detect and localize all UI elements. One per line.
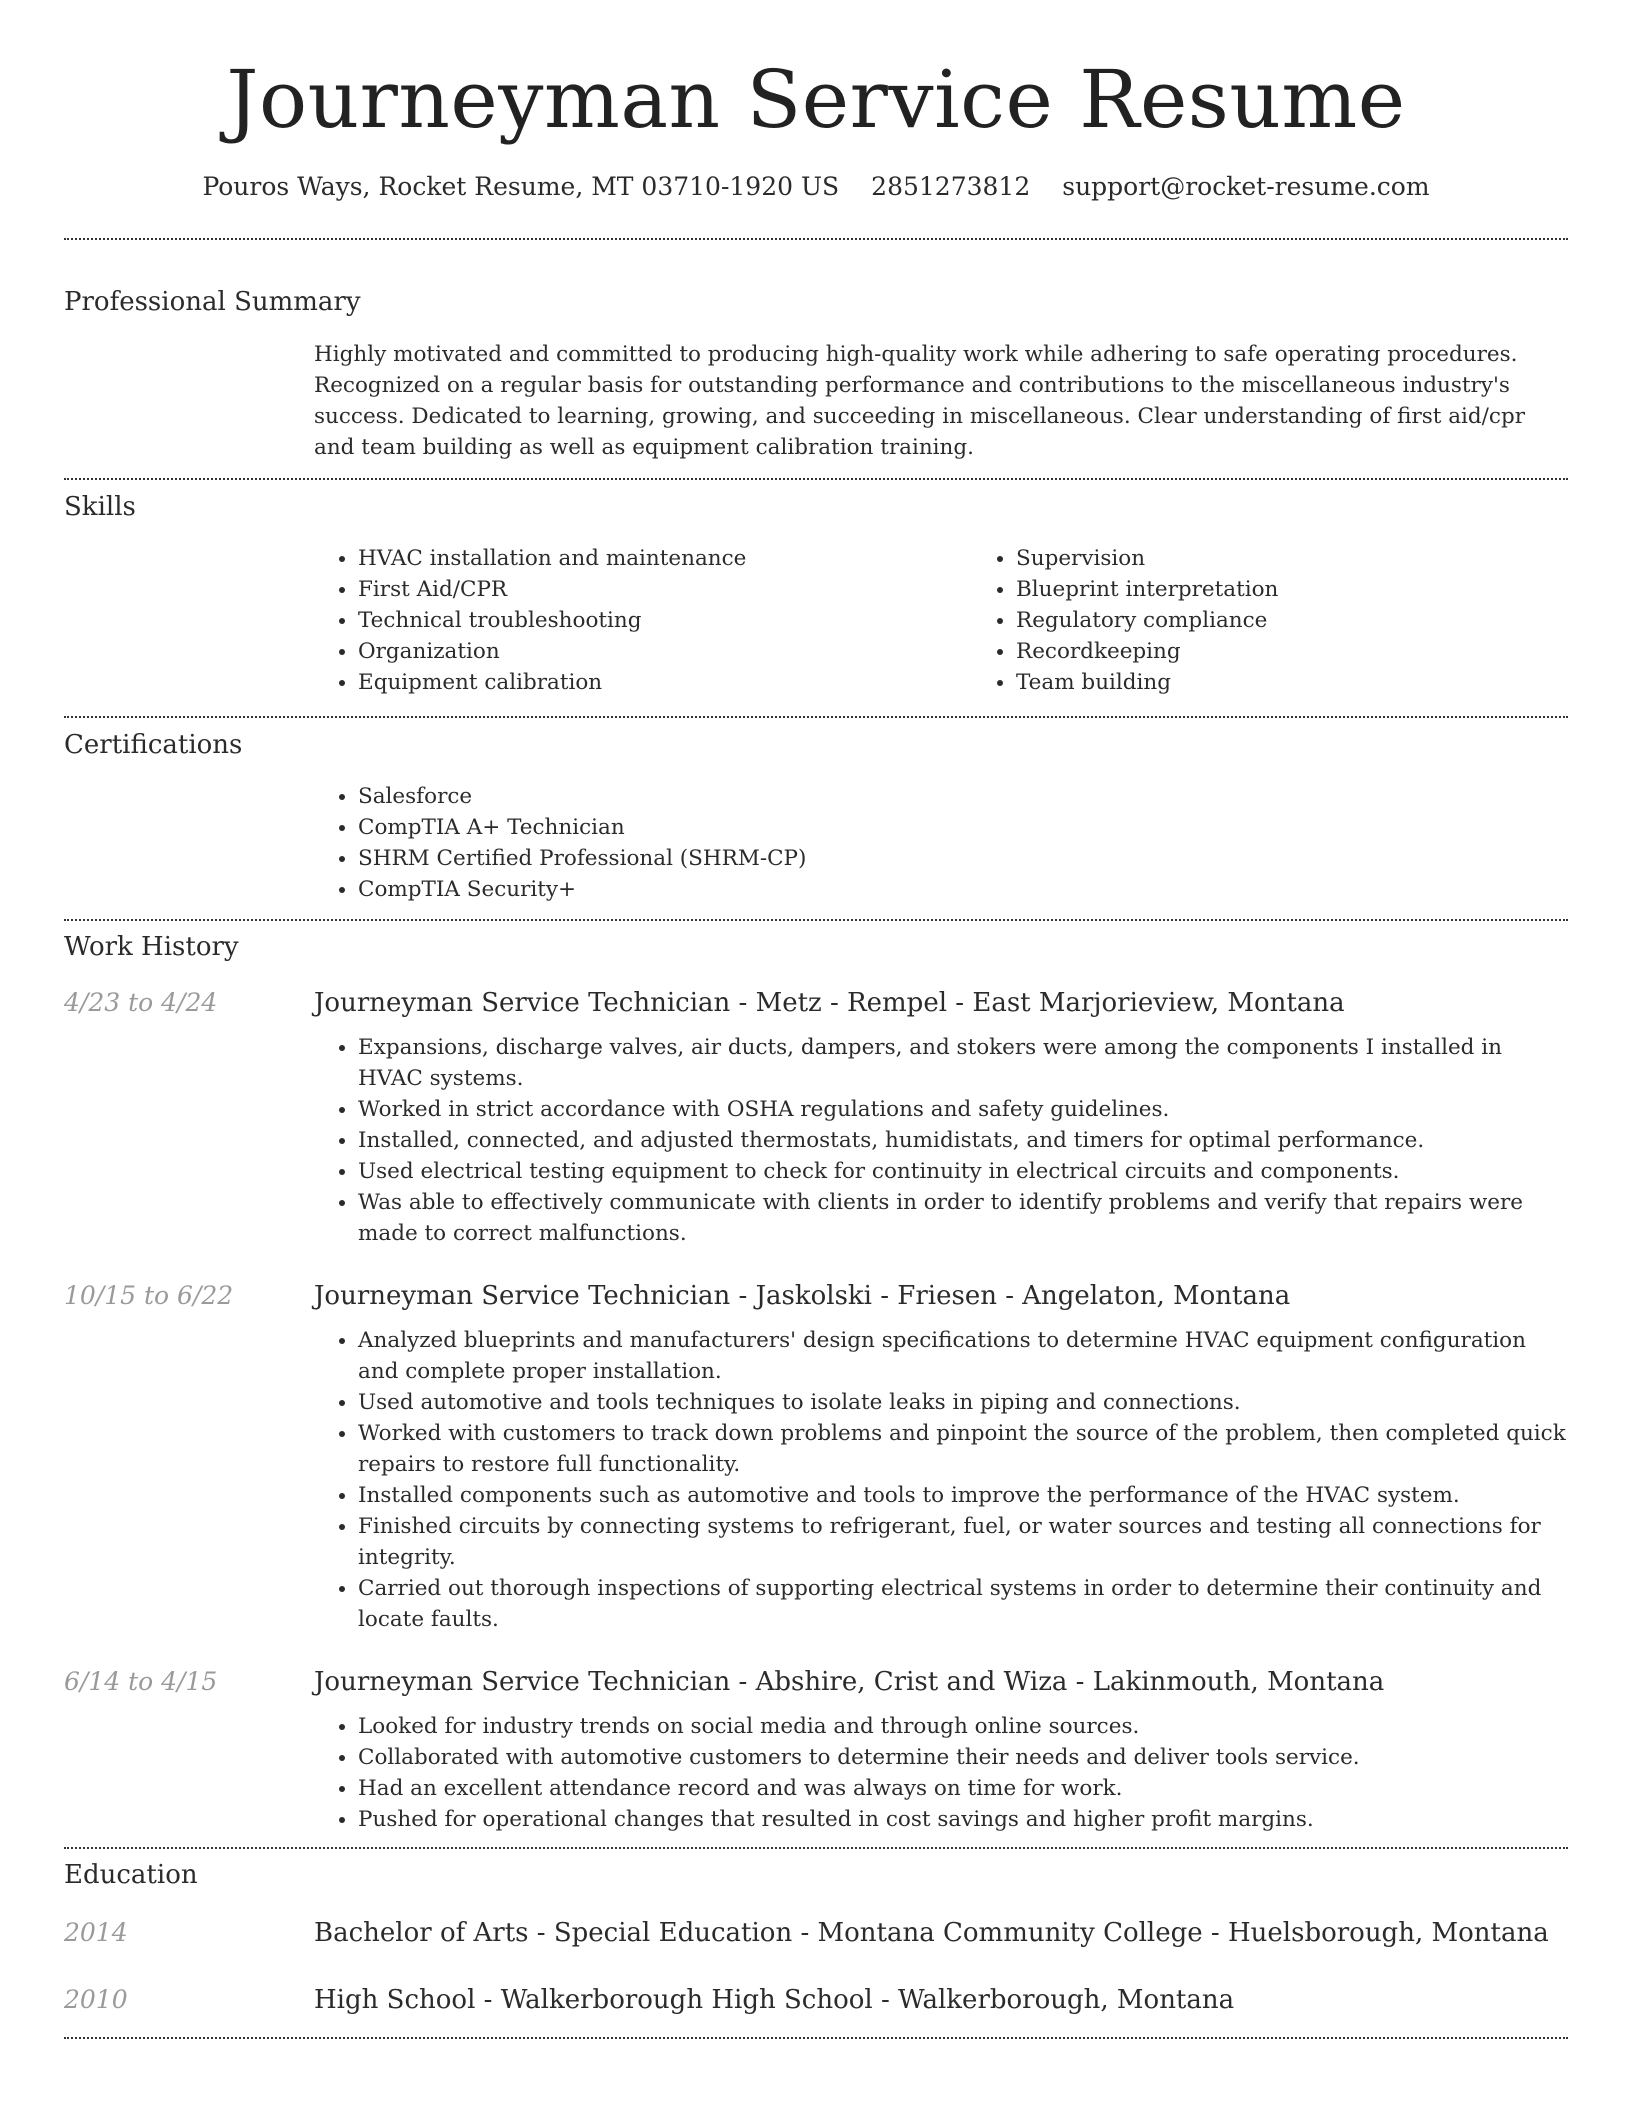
education-year: 2014 (64, 1918, 128, 1947)
skills-column-2 (972, 543, 1630, 698)
skills-list (314, 543, 1630, 698)
job-duty: • Pushed for operational changes that resulted in cost savings and higher profit margins. (358, 1804, 1568, 1835)
skill-item: • Organization (358, 636, 972, 667)
skill-item: • HVAC installation and maintenance (358, 543, 972, 574)
job-duty: • Was able to effectively communicate with clients in order to identify problems and verify that repairs were made to correct malfunctions. (358, 1187, 1568, 1249)
summary-section (64, 240, 1568, 463)
skill-item: • Recordkeeping (1016, 636, 1630, 667)
skill-item: • First Aid/CPR (358, 574, 972, 605)
resume-title: Journeyman Service Resume (226, 53, 1406, 146)
job-duty: • Finished circuits by connecting systems to refrigerant, fuel, or water sources and testing all connections for integrity. (358, 1511, 1568, 1573)
section-title-skills: Skills (64, 492, 136, 522)
section-title-work-history: Work History (64, 932, 239, 962)
job-duties (314, 1325, 1568, 1635)
job-entry (64, 1279, 1568, 1635)
contact-address: Pouros Ways, Rocket Resume, MT 03710-1920 US (202, 172, 840, 201)
skill-item: • Regulatory compliance (1016, 605, 1630, 636)
education-section (64, 1849, 1568, 2017)
skill-item: • Technical troubleshooting (358, 605, 972, 636)
job-duty: • Had an excellent attendance record and was always on time for work. (358, 1773, 1568, 1804)
job-duty: • Analyzed blueprints and manufacturers' design specifications to determine HVAC equipment configuration and complete proper installation. (358, 1325, 1568, 1387)
job-duties (314, 1711, 1568, 1835)
contact-email: support@rocket-resume.com (1062, 172, 1430, 201)
work-history-section (64, 921, 1568, 1835)
job-duty: • Installed, connected, and adjusted thermostats, humidistats, and timers for optimal performance. (358, 1125, 1568, 1156)
section-title-education: Education (64, 1860, 198, 1890)
skill-item: • Supervision (1016, 543, 1630, 574)
skill-item: • Blueprint interpretation (1016, 574, 1630, 605)
job-duty: • Worked with customers to track down problems and pinpoint the source of the problem, then completed quick repairs to restore full functionality. (358, 1418, 1568, 1480)
job-duty: • Carried out thorough inspections of supporting electrical systems in order to determine their continuity and locate faults. (358, 1573, 1568, 1635)
job-dates: 6/14 to 4/15 (64, 1667, 218, 1696)
certification-item: • SHRM Certified Professional (SHRM-CP) (358, 843, 1568, 874)
skill-item: • Team building (1016, 667, 1630, 698)
education-year: 2010 (64, 1985, 128, 2014)
job-duty: • Used electrical testing equipment to check for continuity in electrical circuits and components. (358, 1156, 1568, 1187)
section-title-certifications: Certifications (64, 730, 243, 760)
job-title: Journeyman Service Technician - Jaskolski - Friesen - Angelaton, Montana (314, 1281, 1291, 1311)
job-duty: • Installed components such as automotive and tools to improve the performance of the HVAC system. (358, 1480, 1568, 1511)
skills-section (64, 480, 1568, 698)
job-entry (64, 986, 1568, 1249)
job-entry (64, 1665, 1568, 1835)
certifications-list (314, 781, 1568, 905)
contact-line (64, 170, 1568, 204)
job-duty: • Worked in strict accordance with OSHA regulations and safety guidelines. (358, 1094, 1568, 1125)
education-entry (64, 1983, 1568, 2017)
job-duties (314, 1032, 1568, 1249)
job-duty: • Expansions, discharge valves, air ducts, dampers, and stokers were among the components I installed in HVAC systems. (358, 1032, 1568, 1094)
certification-item: • Salesforce (358, 781, 1568, 812)
job-dates: 4/23 to 4/24 (64, 988, 218, 1017)
certification-item: • CompTIA Security+ (358, 874, 1568, 905)
skills-column-1 (314, 543, 972, 698)
job-title: Journeyman Service Technician - Metz - Rempel - East Marjorieview, Montana (314, 988, 1345, 1018)
job-dates: 10/15 to 6/22 (64, 1281, 234, 1310)
job-duty: • Used automotive and tools techniques to isolate leaks in piping and connections. (358, 1387, 1568, 1418)
divider (64, 2037, 1568, 2039)
job-title: Journeyman Service Technician - Abshire, Crist and Wiza - Lakinmouth, Montana (314, 1667, 1385, 1697)
education-detail: Bachelor of Arts - Special Education - Montana Community College - Huelsborough, Montana (314, 1918, 1549, 1948)
education-detail: High School - Walkerborough High School - Walkerborough, Montana (314, 1985, 1235, 2015)
skill-item: • Equipment calibration (358, 667, 972, 698)
contact-phone: 2851273812 (871, 172, 1031, 201)
summary-text: Highly motivated and committed to producing high-quality work while adhering to safe operating procedures. Recognized on a regular basis for outstanding performance and contributions to the miscellaneous industry's success. Dedicated to learning, growing, and succeeding in miscellaneous. Clear understanding of first aid/cpr and team building as well as equipment calibration training. (314, 342, 1526, 460)
job-duty: • Collaborated with automotive customers to determine their needs and deliver tools service. (358, 1742, 1568, 1773)
section-title-summary: Professional Summary (64, 287, 361, 317)
certifications-section (64, 718, 1568, 905)
education-entry (64, 1916, 1568, 1950)
certification-item: • CompTIA A+ Technician (358, 812, 1568, 843)
job-duty: • Looked for industry trends on social media and through online sources. (358, 1711, 1568, 1742)
